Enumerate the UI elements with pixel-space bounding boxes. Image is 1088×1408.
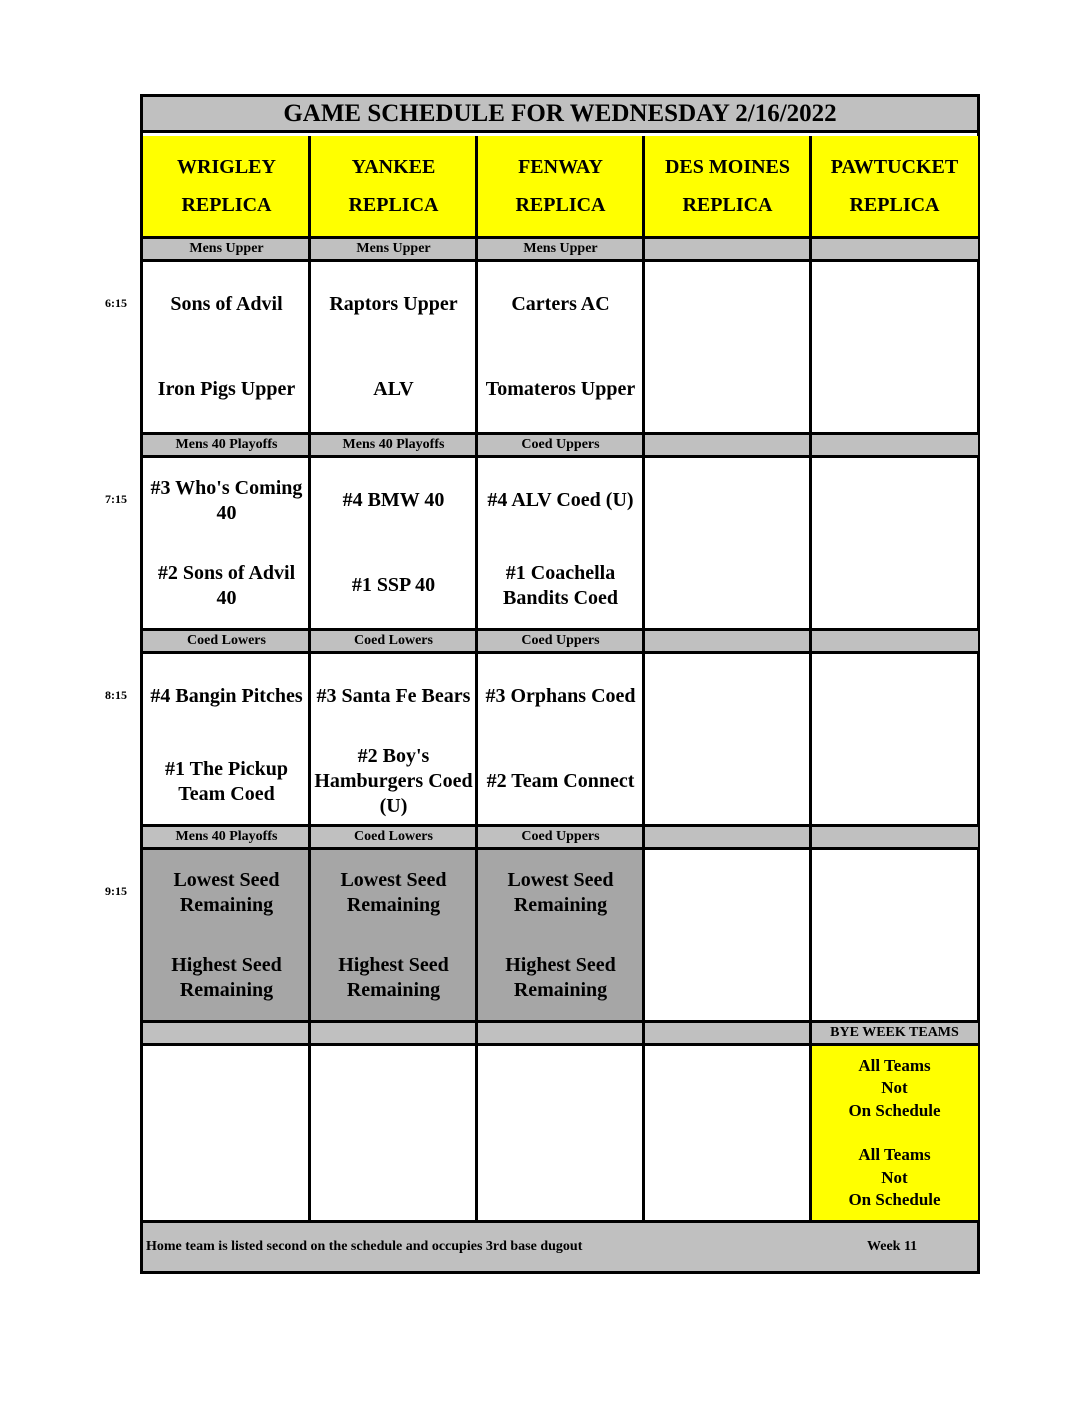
away-team	[477, 850, 644, 935]
game-cell	[644, 654, 811, 824]
home-team	[143, 739, 310, 824]
division-label-text: Mens 40 Playoffs	[175, 829, 278, 844]
division-label	[811, 435, 978, 455]
column-divider	[475, 136, 478, 1220]
home-team-name: #1 The Pickup Team Coed	[165, 757, 288, 805]
division-label	[477, 435, 644, 455]
home-team	[143, 935, 310, 1020]
bye-week-label-text: BYE WEEK TEAMS	[830, 1025, 959, 1040]
schedule-title: GAME SCHEDULE FOR WEDNESDAY 2/16/2022	[143, 97, 977, 133]
field-header-1	[310, 136, 477, 236]
time-label: 6:15	[105, 296, 127, 310]
division-label	[310, 631, 477, 651]
away-team	[477, 654, 644, 739]
field-name: WRIGLEY	[177, 156, 276, 178]
home-team	[143, 347, 310, 432]
division-label	[811, 827, 978, 847]
game-cell[interactable]	[310, 850, 477, 1020]
division-label	[310, 435, 477, 455]
home-team-name: #1 Coachella Bandits Coed	[502, 561, 619, 609]
away-team	[143, 262, 310, 347]
field-type: REPLICA	[682, 194, 773, 216]
home-team-name: Highest Seed Remaining	[171, 953, 282, 1001]
away-team-name: Sons of Advil	[170, 293, 283, 315]
home-team-name: #1 SSP 40	[351, 574, 436, 596]
bye-week-label	[811, 1023, 978, 1043]
away-team-name: #3 Who's Coming 40	[150, 476, 303, 524]
home-team-name: Tomateros Upper	[485, 378, 636, 400]
away-team	[310, 654, 477, 739]
empty-cell	[143, 1046, 310, 1220]
field-type: REPLICA	[348, 194, 439, 216]
game-cell[interactable]	[477, 458, 644, 628]
game-cell	[644, 262, 811, 432]
division-label-text: Mens Upper	[356, 241, 431, 256]
time-label: 9:15	[105, 884, 127, 898]
division-label	[310, 827, 477, 847]
footer-note: Home team is listed second on the schedule and occupies 3rd base dugout	[146, 1239, 583, 1254]
game-cell[interactable]	[143, 458, 310, 628]
field-type: REPLICA	[515, 194, 606, 216]
division-label-text: Coed Uppers	[521, 829, 600, 844]
field-type: REPLICA	[181, 194, 272, 216]
week-label: Week 11	[867, 1239, 918, 1254]
home-team-name: #2 Team Connect	[486, 770, 635, 792]
game-cell[interactable]	[477, 654, 644, 824]
away-team	[310, 850, 477, 935]
home-team	[477, 935, 644, 1020]
home-team-name: Iron Pigs Upper	[157, 378, 296, 400]
away-team-name: #4 ALV Coed (U)	[487, 489, 634, 511]
game-cell[interactable]	[310, 458, 477, 628]
game-cell	[644, 458, 811, 628]
division-label	[811, 631, 978, 651]
division-label-text: Coed Lowers	[354, 829, 433, 844]
home-team-name: ALV	[373, 378, 414, 400]
game-cell	[811, 262, 978, 432]
division-label-text: Coed Lowers	[187, 633, 266, 648]
field-header-0	[143, 136, 310, 236]
bye-line: On Schedule	[848, 1190, 941, 1209]
bye-divider-cell	[143, 1023, 310, 1043]
column-divider	[308, 136, 311, 1220]
home-team	[310, 739, 477, 824]
division-label-text: Coed Uppers	[521, 437, 600, 452]
away-team	[477, 262, 644, 347]
away-team-name: Carters AC	[511, 293, 610, 315]
home-team-name: #2 Boy's Hamburgers Coed (U)	[314, 745, 473, 817]
bye-teams-cell	[811, 1046, 978, 1220]
division-label	[143, 827, 310, 847]
column-divider	[642, 136, 645, 1220]
time-label: 7:15	[105, 492, 127, 506]
division-label	[477, 239, 644, 259]
field-header-4	[811, 136, 978, 236]
bye-line: All Teams	[858, 1145, 931, 1164]
division-label	[310, 239, 477, 259]
field-name: PAWTUCKET	[830, 156, 959, 178]
footer-row	[143, 1220, 977, 1271]
away-team-name: #4 Bangin Pitches	[150, 685, 303, 707]
away-team	[310, 458, 477, 543]
away-team	[477, 458, 644, 543]
empty-cell	[310, 1046, 477, 1220]
game-cell[interactable]	[477, 850, 644, 1020]
division-label	[644, 435, 811, 455]
time-label: 8:15	[105, 688, 127, 702]
away-team-name: Raptors Upper	[329, 293, 458, 315]
field-type: REPLICA	[849, 194, 940, 216]
division-label	[811, 239, 978, 259]
game-cell	[644, 850, 811, 1020]
game-cell[interactable]	[143, 654, 310, 824]
division-label	[644, 631, 811, 651]
field-name: DES MOINES	[664, 156, 791, 178]
division-label	[143, 631, 310, 651]
away-team-name: Lowest Seed Remaining	[507, 868, 614, 916]
bye-line: Not	[881, 1167, 908, 1187]
division-label-text: Mens 40 Playoffs	[175, 437, 278, 452]
bye-divider-cell	[644, 1023, 811, 1043]
away-team-name: Lowest Seed Remaining	[173, 868, 280, 916]
away-team	[310, 262, 477, 347]
home-team	[143, 543, 310, 628]
division-label-text: Mens Upper	[523, 241, 598, 256]
away-team-name: #3 Santa Fe Bears	[316, 685, 471, 707]
division-label	[477, 631, 644, 651]
field-name: YANKEE	[351, 156, 436, 178]
home-team	[310, 543, 477, 628]
game-cell	[811, 458, 978, 628]
home-team-name: #2 Sons of Advil 40	[157, 561, 296, 609]
division-label-text: Coed Lowers	[354, 633, 433, 648]
home-team	[310, 935, 477, 1020]
away-team-name: Lowest Seed Remaining	[340, 868, 447, 916]
game-cell[interactable]	[477, 262, 644, 432]
home-team-name: Highest Seed Remaining	[505, 953, 616, 1001]
division-label	[644, 827, 811, 847]
away-team	[143, 850, 310, 935]
bye-line: All Teams	[858, 1055, 931, 1075]
bye-divider-cell	[477, 1023, 644, 1043]
division-label	[477, 827, 644, 847]
schedule-sheet	[140, 94, 980, 1274]
bye-line: Not	[881, 1078, 908, 1097]
empty-cell	[644, 1046, 811, 1220]
home-team	[310, 347, 477, 432]
away-team	[143, 654, 310, 739]
bye-line: On Schedule	[848, 1100, 941, 1120]
division-label	[143, 239, 310, 259]
game-cell	[811, 654, 978, 824]
away-team	[143, 458, 310, 543]
game-cell[interactable]	[310, 262, 477, 432]
column-divider	[809, 136, 812, 1220]
home-team-name: Highest Seed Remaining	[338, 953, 449, 1001]
division-label-text: Coed Uppers	[521, 633, 600, 648]
field-name: FENWAY	[518, 156, 603, 178]
bye-divider-cell	[310, 1023, 477, 1043]
division-label	[143, 435, 310, 455]
field-header-3	[644, 136, 811, 236]
division-label	[644, 239, 811, 259]
game-cell[interactable]	[143, 262, 310, 432]
away-team-name: #4 BMW 40	[342, 489, 445, 511]
home-team	[477, 739, 644, 824]
game-cell[interactable]	[143, 850, 310, 1020]
home-team	[477, 347, 644, 432]
game-cell	[811, 850, 978, 1020]
game-cell[interactable]	[310, 654, 477, 824]
field-header-2	[477, 136, 644, 236]
away-team-name: #3 Orphans Coed	[485, 685, 636, 707]
empty-cell	[477, 1046, 644, 1220]
division-label-text: Mens 40 Playoffs	[342, 437, 445, 452]
division-label-text: Mens Upper	[189, 241, 264, 256]
home-team	[477, 543, 644, 628]
